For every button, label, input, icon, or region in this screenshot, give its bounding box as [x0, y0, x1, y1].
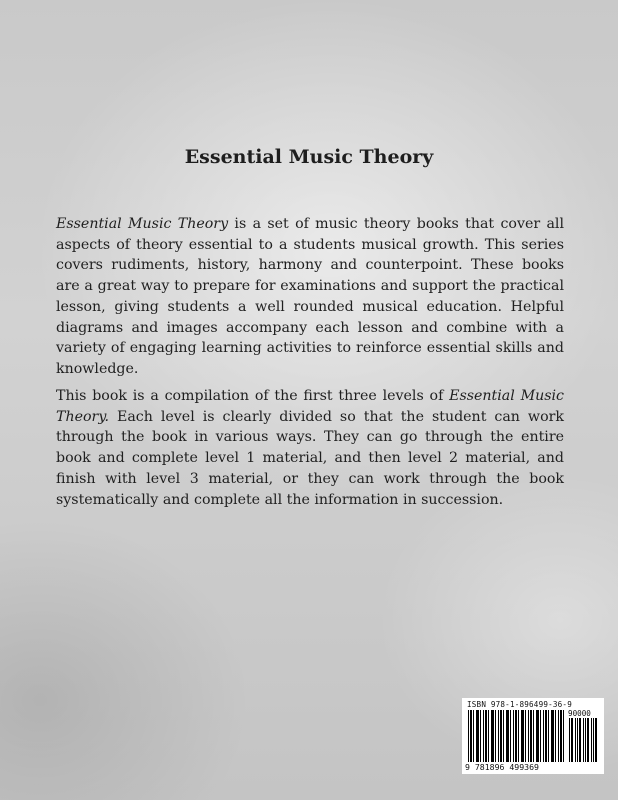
paragraph-1-text: is a set of music theory books that cover all aspects of theory essential to a students musical growth. This series covers rudiments, history, harmony and counterpoint. These books are a great way to prepare for examinations and support the practical lesson, giving students a well rounded musical education. Helpful diagrams and images accompany each lesson and combine with a variety of engaging learning activities to reinforce essential skills and knowledge. — [56, 216, 564, 377]
paragraph-2-text: Each level is clearly divided so that the student can work through the book in various ways. They can go through the entire book and complete level 1 material, and then level 2 material, and finish with level 3 material, or they can work through the book systematically and complete all the information in succession. — [56, 408, 564, 508]
description-paragraph-1 — [56, 214, 564, 380]
barcode-addon-bars-icon — [569, 718, 599, 762]
isbn-barcode — [462, 698, 604, 774]
paragraph-2-start: This book is a compilation of the first three levels of — [56, 388, 450, 404]
series-title-italic: Essential Music Theory — [56, 216, 229, 232]
series-title-italic-2: Essential Music Theory. — [56, 388, 565, 425]
barcode-bars-icon — [468, 710, 566, 762]
description-paragraph-2 — [56, 386, 564, 510]
isbn-label: ISBN 978-1-896499-36-9 — [467, 700, 572, 709]
barcode-addon-number: 90000 — [568, 709, 591, 718]
barcode-digits: 9 781896 499369 — [465, 762, 539, 772]
cover-title: Essential Music Theory — [184, 146, 434, 168]
